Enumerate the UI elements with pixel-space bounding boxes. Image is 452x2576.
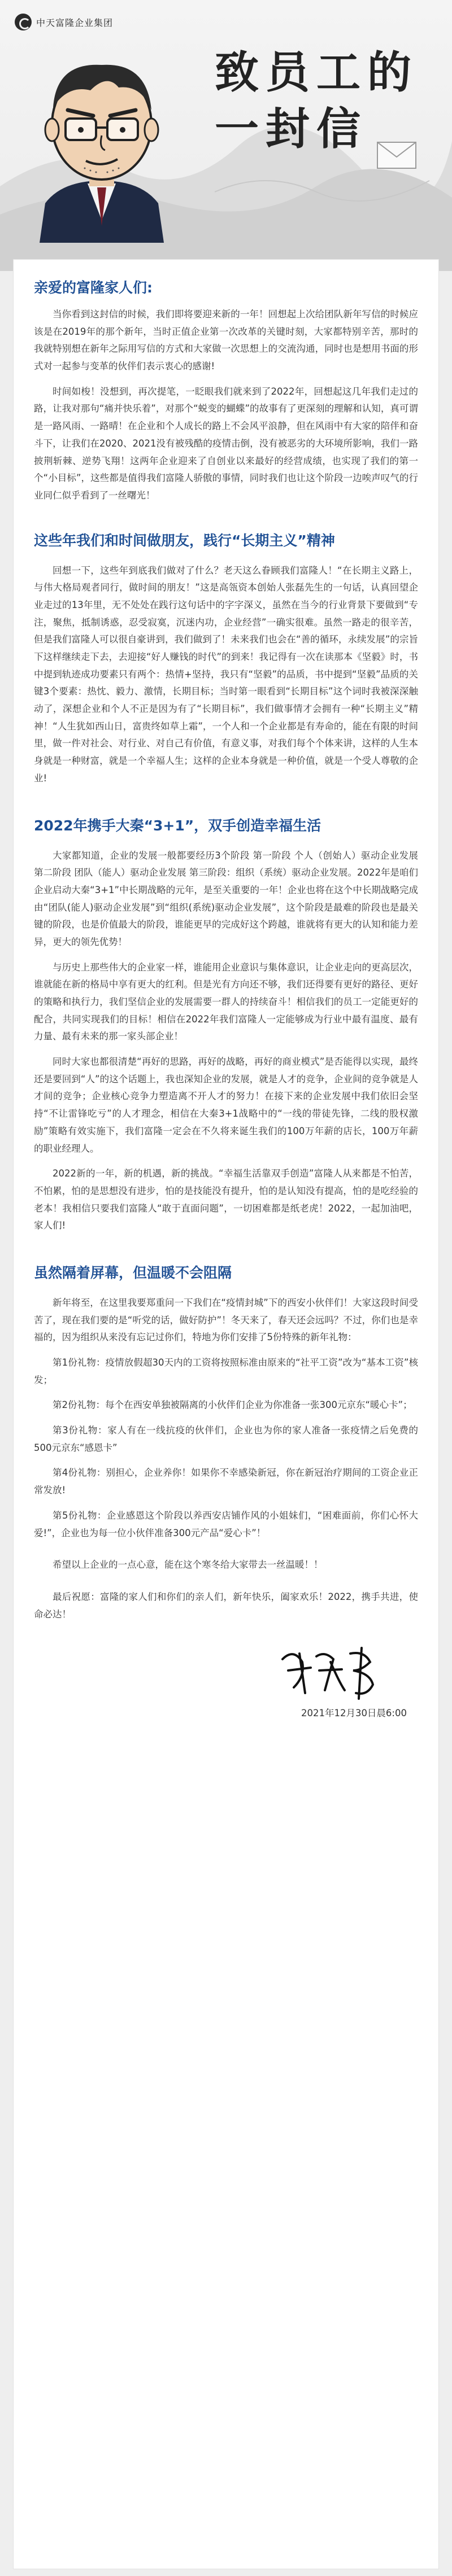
gift-item: 第3份礼物：家人有在一线抗疫的伙伴们，企业也为你的家人准备一张疫情之后免费的500元京东“感恩卡” [34,1425,418,1453]
closing-paragraph: 最后祝愿：富隆的家人们和你们的亲人们，新年快乐，阖家欢乐！2022，携手共进，使命必达！ [34,1591,418,1620]
envelope-icon [376,141,417,169]
letter-content [34,277,418,1738]
section-title-2022-strategy: 2022年携手大秦“3+1”，双手创造幸福生活 [34,817,321,834]
intro-paragraph: 当你看到这封信的时候，我们即将要迎来新的一年！回想起上次给团队新年写信的时候应该是在2019年的那个新年，当时正值企业第一次改革的关键时刻，大家都特别辛苦，那时的我就特别想在新年之际用写信的方式和大家做一次思想上的交流沟通，同时也是想用书面的形式对一起参与变革的伙伴们表示衷心的感谢! [34,309,418,372]
section-paragraph: 新年将至，在这里我要郑重问一下我们在“疫情封城”下的西安小伙伴们！大家这段时间受苦了，现在我们要的是“听党的话，做好防护”！冬天来了，春天还会远吗？不过，你们也是幸福的，因为组织从来没有忘记过你们，特地为你们安排了5份特殊的新年礼物： [34,1297,418,1343]
signature-area [34,1631,418,1738]
gift-item: 第4份礼物：别担心，企业养你！如果你不幸感染新冠，你在新冠治疗期间的工资企业正常发放! [34,1467,418,1496]
intro-paragraph: 时间如梭！没想到，再次提笔，一眨眼我们就来到了2022年，回想起这几年我们走过的路，让我对那句“痛并快乐着”，对那个“蜕变的蝴蝶”的故事有了更深刻的理解和认知，真可谓是一路风雨、一路晴！在企业和个人成长的路上不会风平浪静，但在风雨中有大家的陪伴和奋斗下，让我们在2020、2021没有被残酷的疫情击倒，没有被恶劣的大环境所影响，我们一路披荆斩棘、逆势飞翔！这两年企业迎来了自创业以来最好的经营成绩，也实现了我们的第一个“小目标”，这些都是值得我们富隆人骄傲的事情，同时我们也让这个阶段一边唉声叹气的行业同仁似乎看到了一丝曙光！ [34,386,418,501]
letter-title [215,47,419,155]
section-paragraph: 同时大家也都很清楚“再好的思路，再好的战略，再好的商业模式”是否能得以实现，最终还是要回到“人”的这个话题上，我也深知企业的发展，就是人才的竞争，企业间的竞争就是人才间的竞争；企业核心竞争力塑造离不开人才的努力！在接下来的企业发展中我们依旧会坚持“不让雷锋吃亏”的人才理念，相信在大秦3+1战略中的“一线的带徒先锋，二线的股权激励”策略有效实施下，我们富隆一定会在不久将来诞生我们的100万年薪的店长，100万年薪的职业经理人。 [34,1056,418,1154]
greeting: 亲爱的富隆家人们: [34,279,153,296]
letter-paper [14,260,438,2569]
company-logo-icon [15,14,32,30]
letter-header [0,0,452,271]
handwritten-signature [271,1637,384,1704]
section-title-long-term: 这些年我们和时间做朋友，践行“长期主义”精神 [34,532,335,549]
section-paragraph: 2022新的一年，新的机遇，新的挑战。“幸福生活靠双手创造”富隆人从来都是不怕苦，不怕累，怕的是思想没有进步，怕的是技能没有提升，怕的是认知没有提高，怕的是吃经验的老本！我相信只要我们富隆人“敢于直面问题”，一切困难都是纸老虎！2022，一起加油吧，家人们! [34,1168,418,1231]
company-logo [15,14,113,30]
cartoon-chairman-illustration [23,40,181,243]
company-name: 中天富隆企业集团 [36,17,114,28]
section-paragraph: 大家都知道，企业的发展一般都要经历3个阶段 第一阶段 个人（创始人）驱动企业发展 第二阶段 团队（能人）驱动企业发展 第三阶段：组织（系统）驱动企业发展。2022年是咱们企业启动大秦“3+1”中长期战略的元年，是至关重要的一年！企业也将在这个中长期战略完成 由“团队(能人)驱动企业发展”到“组织(系统)驱动企业发展”，这个阶段是最难的阶段也是最关键的阶段，也是价值最大的阶段，谁能更早的完成好这个跨越，谁就将有更大的认知和能力差异，更大的领先优势！ [34,850,418,947]
title-line-2: 一封信 [215,103,368,155]
letter-date: 2021年12月30日晨6:00 [301,1708,407,1719]
section-paragraph: 回想一下，这些年到底我们做对了什么？老天这么眷顾我们富隆人！“在长期主义路上，与伟大格局观者同行，做时间的朋友！”这是高瓴资本创始人张磊先生的一句话，认真回望企业走过的13年里，无不处处在践行这句话中的字字深义，虽然在当今的行业背景下要做到“专注，聚焦，抵制诱惑，忍受寂寞，沉迷内功，企业经营”一确实很难。虽然一路走的很辛苦，但是我们富隆人可以很自豪讲到，我们做到了！未来我们也会在“善的循环，永续发展”的宗旨下这样继续走下去，去迎接“好人赚钱的时代”的到来！我记得有一次在读那本《坚毅》时，书中提到轨迹成功要素只有两个：热情+坚持，我只有“坚毅”的品质，书中提到“坚毅”品质的关键3个要素：热忱、毅力、激情，长期目标；当时第一眼看到“长期目标”这个词时我被深深触动了，深想企业和个人不正是因为有了“长期目标”，我们做事情才会拥有一种“长期主义”精神！“人生犹如西山日，富贵终如草上霜”，一个人和一个企业都是有寿命的，能在有限的时间里，做一件对社会、对行业、对自己有价值，有意义事，对我们每个个体来讲，这样的人生本身就是一种财富，就是一个幸福人生；这样的企业本身就是一种价值，就是一个受人尊敬的企业! [34,565,418,784]
gift-item: 第5份礼物：企业感恩这个阶段以养西安店铺作风的小姐妹们，“困难面前，你们心怀大爱!”，企业也为每一位小伙伴准备300元产品“爱心卡”！ [34,1510,418,1538]
wish-paragraph: 希望以上企业的一点心意，能在这个寒冬给大家带去一丝温暖！！ [53,1559,323,1571]
section-title-warmth: 虽然隔着屏幕，但温暖不会阻隔 [34,1264,232,1281]
gift-item: 第1份礼物：疫情放假超30天内的工资将按照标准由原来的“社平工资”改为“基本工资”核发； [34,1357,418,1385]
gift-item: 第2份礼物：每个在西安单独被隔离的小伙伴们企业为你准备一张300元京东“暖心卡”； [53,1399,412,1411]
title-line-1: 致员工的 [215,47,419,98]
section-paragraph: 与历史上那些伟大的企业家一样，谁能用企业意识与集体意识，让企业走向的更高层次，谁就能在新的格局中享有更大的红利。但是光有方向还不够，我们还得要有更好的路径、更好的策略和执行力，我们坚信企业的发展需要一群人的持续奋斗！相信我们的员工一定能更好的配合，共同实现我们的目标！相信在2022年我们富隆人一定能够成为行业中最有温度、最有力量、最有未来的那一家头部企业！ [34,961,418,1042]
